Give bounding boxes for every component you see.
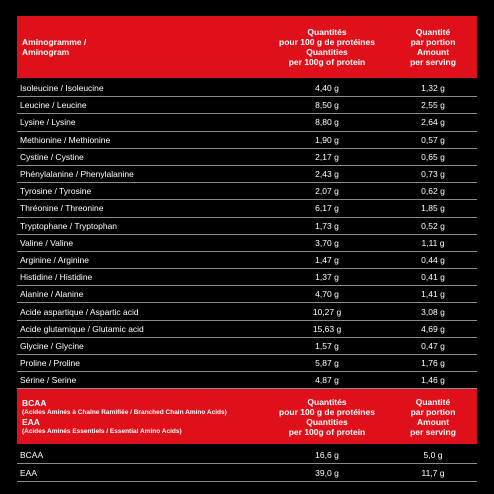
row-name: EAA (20, 467, 38, 478)
header-amount-2: Quantité par portion Amount per serving (410, 396, 456, 437)
row-name: Leucine / Leucine (20, 100, 87, 111)
row-per-serving: 5,0 g (423, 449, 443, 460)
row-name: Histidine / Histidine (20, 272, 93, 283)
row-name: Isoleucine / Isoleucine (20, 83, 104, 94)
row-per-serving: 3,08 g (421, 306, 445, 317)
row-per-serving: 4,69 g (421, 323, 445, 334)
amino-rows (17, 78, 477, 389)
row-per-serving: 11,7 g (421, 467, 445, 478)
row-per-serving: 0,65 g (421, 151, 445, 162)
row-per-100g: 1,37 g (315, 272, 339, 283)
row-per-100g: 4,87 g (315, 375, 339, 386)
row-name: Lysine / Lysine (20, 117, 76, 128)
row-per-serving: 0,47 g (421, 340, 445, 351)
table-row (17, 286, 477, 303)
table-row (17, 464, 477, 482)
row-per-100g: 15,63 g (312, 323, 342, 334)
row-per-serving: 0,57 g (421, 134, 445, 145)
row-per-100g: 1,57 g (315, 340, 339, 351)
row-name: Acide glutamique / Glutamic acid (20, 323, 144, 334)
table-row (17, 114, 477, 131)
header-aminogram: Aminogramme / Aminogram (22, 37, 87, 57)
table-row (17, 446, 477, 464)
row-per-serving: 0,52 g (421, 220, 445, 231)
row-name: Alanine / Alanine (20, 289, 84, 300)
row-per-100g: 39,0 g (315, 467, 339, 478)
row-per-serving: 0,62 g (421, 186, 445, 197)
row-name: BCAA (20, 449, 44, 460)
table-row (17, 183, 477, 200)
row-name: Valine / Valine (20, 237, 74, 248)
table-row (17, 252, 477, 269)
header-quantities-2: Quantités pour 100 g de protéines Quantities per 100g of protein (279, 396, 375, 437)
summary-header (17, 389, 477, 444)
row-per-100g: 6,17 g (315, 203, 339, 214)
table-row (17, 235, 477, 252)
row-name: Glycine / Glycine (20, 340, 84, 351)
row-per-100g: 2,17 g (315, 151, 339, 162)
table-row (17, 372, 477, 389)
summary-rows (17, 444, 477, 482)
table-row (17, 80, 477, 97)
row-per-100g: 4,40 g (315, 83, 339, 94)
table-header (17, 16, 477, 78)
table-row (17, 149, 477, 166)
row-name: Phénylalanine / Phenylalanine (20, 169, 134, 180)
row-per-serving: 2,64 g (421, 117, 445, 128)
row-per-100g: 1,47 g (315, 254, 339, 265)
row-per-serving: 1,85 g (421, 203, 445, 214)
row-per-100g: 4,70 g (315, 289, 339, 300)
row-per-100g: 8,50 g (315, 100, 339, 111)
row-per-serving: 1,32 g (421, 83, 445, 94)
table-row (17, 355, 477, 372)
row-name: Sérine / Serine (20, 375, 77, 386)
table-row (17, 338, 477, 355)
row-per-100g: 10,27 g (312, 306, 342, 317)
header-amount: Quantité par portion Amount per serving (410, 27, 456, 67)
row-per-serving: 0,44 g (421, 254, 445, 265)
row-name: Arginine / Arginine (20, 254, 89, 265)
table-row (17, 200, 477, 217)
header-quantities: Quantités pour 100 g de protéines Quantities per 100g of protein (279, 27, 375, 67)
row-per-100g: 1,90 g (315, 134, 339, 145)
row-per-100g: 2,07 g (315, 186, 339, 197)
row-name: Cystine / Cystine (20, 151, 84, 162)
row-per-serving: 0,41 g (421, 272, 445, 283)
row-per-100g: 8,80 g (315, 117, 339, 128)
row-per-serving: 1,46 g (421, 375, 445, 386)
row-name: Tryptophane / Tryptophan (20, 220, 118, 231)
table-row (17, 97, 477, 114)
row-per-serving: 2,55 g (421, 100, 445, 111)
aminogram-table (17, 16, 477, 482)
row-name: Methionine / Methionine (20, 134, 111, 145)
row-per-serving: 1,41 g (421, 289, 445, 300)
table-row (17, 218, 477, 235)
table-row (17, 269, 477, 286)
table-row (17, 166, 477, 183)
row-name: Proline / Proline (20, 358, 81, 369)
row-per-serving: 1,11 g (421, 237, 445, 248)
row-per-100g: 3,70 g (315, 237, 339, 248)
row-per-100g: 2,43 g (315, 169, 339, 180)
header-bcaa-eaa: BCAA (Acides Aminés à Chaîne Ramifiée / Branched Chain Amino Acids) EAA (Acides Aminés Essentiels / Essential Amino Acids) (22, 397, 227, 435)
row-per-serving: 1,76 g (421, 358, 445, 369)
row-per-serving: 0,73 g (421, 169, 445, 180)
row-name: Acide aspartique / Aspartic acid (20, 306, 139, 317)
table-row (17, 132, 477, 149)
row-per-100g: 1,73 g (315, 220, 339, 231)
table-row (17, 303, 477, 320)
row-name: Thréonine / Threonine (20, 203, 104, 214)
table-row (17, 321, 477, 338)
row-per-100g: 16,6 g (315, 449, 339, 460)
row-per-100g: 5,87 g (315, 358, 339, 369)
row-name: Tyrosine / Tyrosine (20, 186, 92, 197)
